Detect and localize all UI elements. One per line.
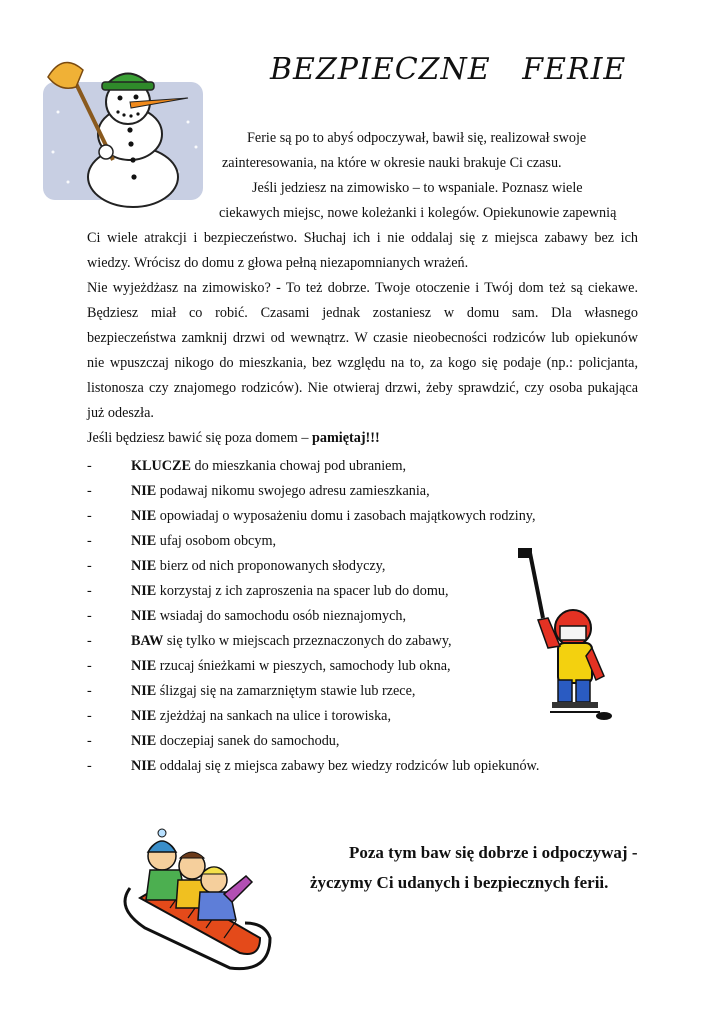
list-marker: - [87, 458, 92, 474]
paragraph-line: nie wpuszczaj nikogo do mieszkania, bez względu na to, za kogo się podaje (np.: policjanta, [87, 355, 638, 371]
rule-keyword: NIE [131, 608, 157, 624]
rule-keyword: NIE [131, 558, 157, 574]
list-marker: - [87, 733, 92, 749]
rule-item [131, 607, 406, 625]
list-marker: - [87, 683, 92, 699]
rule-item [131, 457, 406, 475]
rule-text: ufaj osobom obcym, [156, 533, 277, 549]
snowman-illustration [38, 52, 213, 212]
list-marker: - [87, 483, 92, 499]
rule-item [131, 582, 449, 600]
rule-text: ślizgaj się na zamarzniętym stawie lub rzece, [156, 683, 416, 699]
rule-item [131, 657, 451, 675]
paragraph-line: Ci wiele atrakcji i bezpieczeństwo. Słuchaj ich i nie oddalaj się z miejsca zabawy bez ich [87, 230, 638, 246]
rule-keyword: NIE [131, 733, 157, 749]
rule-item [131, 557, 385, 575]
paragraph-line: listonosza czy znajomego rodziców). Nie otwieraj drzwi, żeby sprawdzić, czy osoba pukająca [87, 380, 638, 396]
list-marker: - [87, 633, 92, 649]
rule-item [131, 507, 536, 525]
list-marker: - [87, 758, 92, 774]
rule-keyword: NIE [131, 683, 157, 699]
list-marker: - [87, 708, 92, 724]
list-marker: - [87, 583, 92, 599]
rule-text: podawaj nikomu swojego adresu zamieszkania, [156, 483, 430, 499]
paragraph-line: Będziesz miał co robić. Czasami jednak zostaniesz w domu sam. Dla własnego [87, 305, 638, 321]
rule-item [131, 757, 539, 775]
rule-text: się tylko w miejscach przeznaczonych do zabawy, [163, 633, 452, 649]
list-intro [87, 429, 380, 447]
rule-keyword: NIE [131, 758, 157, 774]
rule-item [131, 482, 430, 500]
intro-line: Jeśli jedziesz na zimowisko – to wspaniale. Poznasz wiele [252, 180, 583, 196]
rule-text: rzucaj śnieżkami w pieszych, samochody lub okna, [156, 658, 451, 674]
rule-keyword: NIE [131, 583, 157, 599]
rule-text: do mieszkania chowaj pod ubraniem, [190, 458, 407, 474]
rule-keyword: BAW [131, 633, 164, 649]
list-intro-emphasis: pamiętaj!!! [311, 430, 380, 446]
rule-text: korzystaj z ich zaproszenia na spacer lub do domu, [156, 583, 449, 599]
rule-item [131, 732, 339, 750]
rule-keyword: NIE [131, 533, 157, 549]
paragraph-line: bezpieczeństwa zamknij drzwi od wewnątrz. W czasie nieobecności rodziców lub opiekunów [87, 330, 638, 346]
rule-text: zjeżdżaj na sankach na ulice i torowiska, [156, 708, 392, 724]
sled-illustration [120, 828, 280, 973]
closing-line-1: Poza tym baw się dobrze i odpoczywaj - [349, 843, 638, 862]
rule-keyword: KLUCZE [131, 458, 191, 474]
rule-item [131, 707, 391, 725]
rule-text: oddalaj się z miejsca zabawy bez wiedzy rodziców lub opiekunów. [156, 758, 540, 774]
rule-text: bierz od nich proponowanych słodyczy, [156, 558, 386, 574]
rule-keyword: NIE [131, 658, 157, 674]
paragraph-line: już odeszła. [87, 405, 154, 421]
rule-keyword: NIE [131, 483, 157, 499]
list-marker: - [87, 533, 92, 549]
rule-item [131, 682, 415, 700]
intro-line: Ferie są po to abyś odpoczywał, bawił się, realizował swoje [247, 130, 587, 146]
intro-line: zainteresowania, na które w okresie nauki brakuje Ci czasu. [222, 155, 562, 171]
rule-item [131, 532, 276, 550]
intro-line: ciekawych miejsc, nowe koleżanki i kolegów. Opiekunowie zapewnią [219, 205, 617, 221]
page-title: BEZPIECZNE FERIE [270, 52, 627, 87]
list-marker: - [87, 508, 92, 524]
rule-keyword: NIE [131, 508, 157, 524]
list-marker: - [87, 608, 92, 624]
rule-keyword: NIE [131, 708, 157, 724]
hockey-player-illustration [508, 548, 618, 723]
paragraph-line: wiedzy. Wrócisz do domu z głowa pełną niezapomnianych wrażeń. [87, 255, 469, 271]
rule-text: doczepiaj sanek do samochodu, [156, 733, 340, 749]
paragraph-line: Nie wyjeżdżasz na zimowisko? - To też dobrze. Twoje otoczenie i Twój dom też są ciekawe. [87, 280, 638, 296]
list-marker: - [87, 658, 92, 674]
rule-text: wsiadaj do samochodu osób nieznajomych, [156, 608, 407, 624]
list-intro-text: Jeśli będziesz bawić się poza domem – [87, 430, 312, 446]
rule-text: opowiadaj o wyposażeniu domu i zasobach majątkowych rodziny, [156, 508, 536, 524]
list-marker: - [87, 558, 92, 574]
closing-line-2: życzymy Ci udanych i bezpiecznych ferii. [310, 873, 609, 892]
rule-item [131, 632, 452, 650]
